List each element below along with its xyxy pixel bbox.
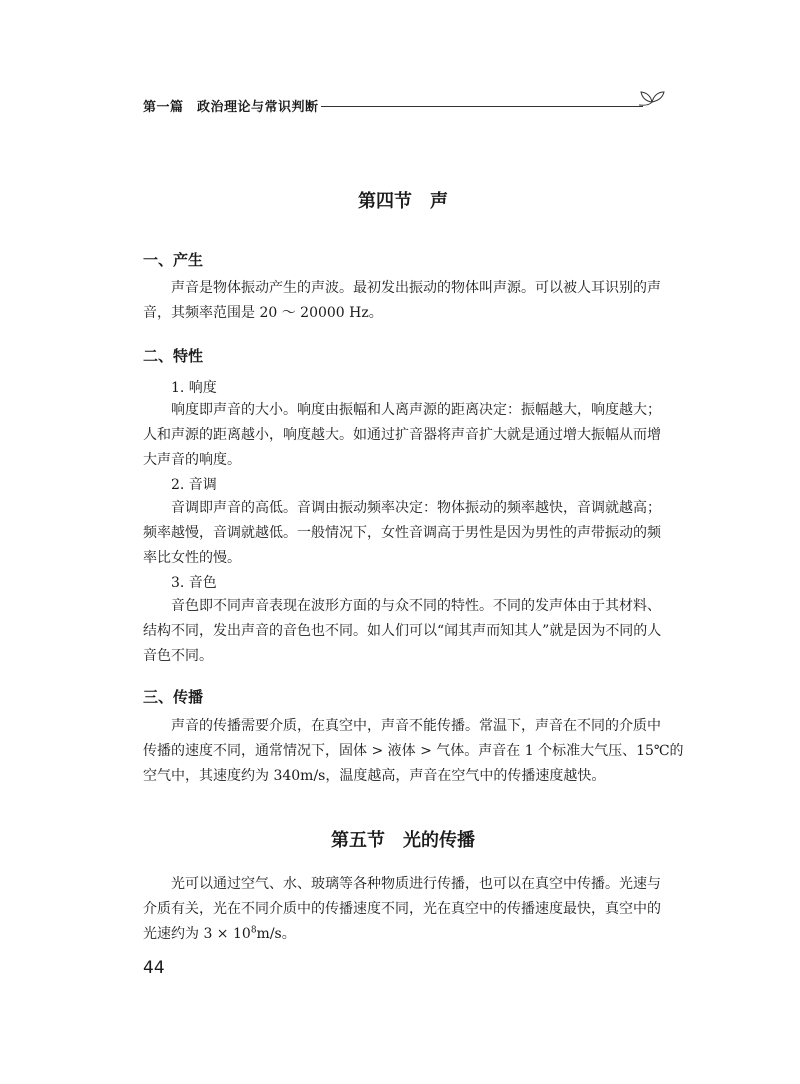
heading-characteristics: 二、特性 xyxy=(143,347,204,365)
text-line: 大声音的响度。 xyxy=(143,452,241,468)
text-line: 响度即声音的大小。响度由振幅和人离声源的距离决定：振幅越大，响度越大； xyxy=(143,402,661,418)
text-line: 结构不同，发出声音的音色也不同。如人们可以“闻其声而知其人”就是因为不同的人 xyxy=(143,623,662,639)
subheading-pitch: 2. 音调 xyxy=(171,477,217,493)
running-header xyxy=(143,94,663,118)
subheading-timbre: 3. 音色 xyxy=(171,575,217,591)
text-line: 空气中，其速度约为 340m/s，温度越高，声音在空气中的传播速度越快。 xyxy=(143,768,606,784)
text-line: 音调即声音的高低。音调由振动频率决定：物体振动的频率越快，音调就越高； xyxy=(143,500,661,516)
header-title: 第一篇 政治理论与常识判断 xyxy=(143,100,319,115)
paragraph-loudness xyxy=(143,398,663,473)
paragraph-pitch xyxy=(143,496,663,571)
paragraph-propagation xyxy=(143,714,684,789)
text-line: 光可以通过空气、水、玻璃等各种物质进行传播，也可以在真空中传播。光速与 xyxy=(143,876,661,892)
text-line: 音色不同。 xyxy=(143,648,213,664)
text-line-last xyxy=(143,922,663,947)
sprout-icon xyxy=(637,84,667,114)
paragraph-timbre xyxy=(143,594,663,669)
text-line: 率比女性的慢。 xyxy=(143,550,241,566)
light-speed-prefix: 光速约为 3 × 10 xyxy=(143,926,251,942)
text-line: 频率越慢，音调就越低。一般情况下，女性音调高于男性是因为男性的声带振动的频 xyxy=(143,525,661,541)
header-rule xyxy=(321,106,643,107)
text-line: 介质有关，光在不同介质中的传播速度不同，光在真空中的传播速度最快，真空中的 xyxy=(143,901,661,917)
subheading-loudness: 1. 响度 xyxy=(171,380,217,396)
heading-production: 一、产生 xyxy=(143,251,204,269)
text-line: 音，其频率范围是 20 ～ 20000 Hz。 xyxy=(143,305,383,321)
heading-propagation: 三、传播 xyxy=(143,688,204,706)
text-line: 声音的传播需要介质，在真空中，声音不能传播。常温下，声音在不同的介质中 xyxy=(143,718,661,734)
text-line: 音色即不同声音表现在波形方面的与众不同的特性。不同的发声体由于其材料、 xyxy=(143,598,661,614)
text-line: 传播的速度不同，通常情况下，固体 > 液体 > 气体。声音在 1 个标准大气压、15℃的 xyxy=(143,743,684,759)
section-title-sound: 第四节 声 xyxy=(358,191,448,212)
paragraph-light xyxy=(143,872,663,947)
section-title-light: 第五节 光的传播 xyxy=(331,830,475,851)
exponent: 8 xyxy=(250,925,257,936)
paragraph-production xyxy=(143,276,663,326)
page-number: 44 xyxy=(143,958,165,978)
text-line: 声音是物体振动产生的声波。最初发出振动的物体叫声源。可以被人耳识别的声 xyxy=(143,280,661,296)
light-speed-unit: m/s。 xyxy=(256,926,296,942)
text-line: 人和声源的距离越小，响度越大。如通过扩音器将声音扩大就是通过增大振幅从而增 xyxy=(143,427,661,443)
